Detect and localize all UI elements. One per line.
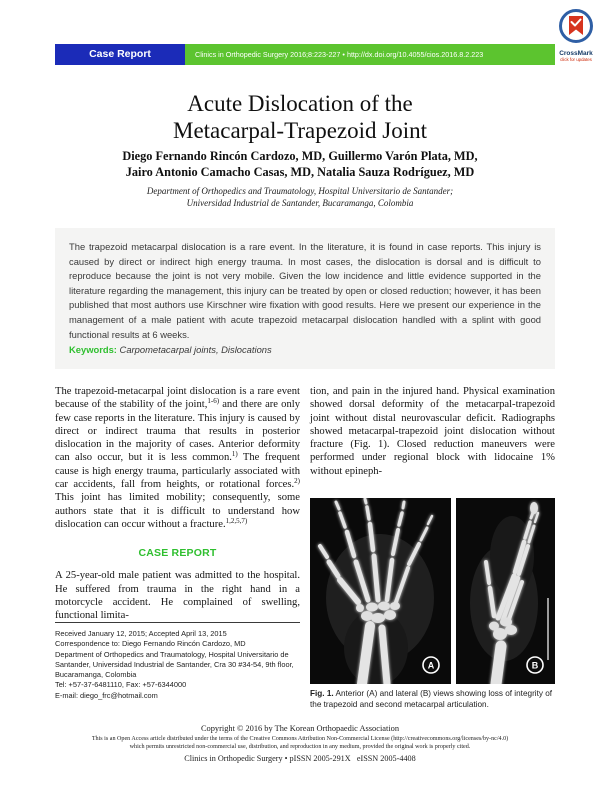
copyright-line: Copyright © 2016 by The Korean Orthopaedic Association bbox=[200, 724, 400, 733]
article-category-badge: Case Report bbox=[55, 44, 185, 65]
crossmark-icon bbox=[558, 31, 594, 48]
section-heading-case-report: CASE REPORT bbox=[138, 547, 217, 560]
figure-1-caption-label: Fig. 1. bbox=[310, 689, 334, 699]
author-line2: Jairo Antonio Camacho Casas, MD, Natalia Sauza Rodríguez, MD bbox=[125, 165, 475, 179]
abstract-text: The trapezoid metacarpal dislocation is a rare event. In the literature, it is found in case reports. This injury is caused by direct or indirect high energy trauma. In most cases, the dislocation is dorsal and is difficult to reproduce because the joint is not very mobile. Given the low incidence and little evidence supported in the literature regarding the management, this injury can be treated by open or closed reduction; however, it has been published that most authors use Kirschner wire fixation with good results. Here we present our experience in the management of a male patient with acute trapezoid metacarpal dislocation handled with a splint with good functional results at 6 weeks. bbox=[69, 241, 541, 340]
footnote-correspondence: Correspondence to: Diego Fernando Rincón Cardozo, MD bbox=[55, 639, 246, 649]
crossmark-badge[interactable] bbox=[554, 8, 598, 62]
intro-seg3: The frequent cause is high energy trauma, particularly associated with car accidents, fall from heights, or rotational forces. bbox=[55, 452, 300, 491]
intro-seg2: and there are only few case reports in the literature. This injury is caused by direct or indirect trauma that results in posterior dislocation in the majority of cases. Anterior deformity can also occur, but it is less common. bbox=[55, 399, 301, 464]
footnote-block bbox=[55, 622, 300, 701]
footnote-address: Department of Orthopedics and Traumatology, Hospital Universitario de Santander, Universidad Industrial de Santander, Cra 30 #34-54, 9th floor, Bucaramanga, Colombia bbox=[55, 649, 294, 680]
issn-line: Clinics in Orthopedic Surgery • pISSN 2005-291X eISSN 2005-4408 bbox=[184, 754, 416, 764]
footnote-tel-fax: Tel: +57-37-6481110, Fax: +57-6344000 bbox=[55, 680, 187, 690]
article-title bbox=[0, 90, 600, 144]
abstract-box bbox=[55, 228, 555, 369]
citation-ref-2: 1) bbox=[231, 450, 238, 459]
crossmark-title: CrossMark bbox=[559, 50, 593, 57]
body-column-right bbox=[310, 385, 555, 711]
footnote-email: E-mail: diego_frc@hotmail.com bbox=[55, 690, 158, 700]
author-line1: Diego Fernando Rincón Cardozo, MD, Guillermo Varón Plata, MD, bbox=[122, 149, 478, 163]
citation-ref-1: 1-6) bbox=[207, 397, 220, 406]
panel-a-label: A bbox=[427, 660, 435, 671]
affiliation bbox=[0, 185, 600, 209]
affiliation-line2: Universidad Industrial de Santander, Bucaramanga, Colombia bbox=[186, 198, 414, 208]
continuation-paragraph: tion, and pain in the injured hand. Physical examination showed dorsal deformity of the metacarpal-trapezoid joint without distal neurovascular deficit. Radiographs showed metacarpal-trapezoid joint dislocation without fracture (Fig. 1). Closed reduction maneuvers were performed under regional block with lidocaine 1% without epineph- bbox=[310, 386, 555, 477]
citation-ref-3: 2) bbox=[294, 477, 300, 486]
affiliation-line1: Department of Orthopedics and Traumatology, Hospital Universitario de Santander; bbox=[146, 186, 454, 196]
xray-anterior-view bbox=[310, 498, 451, 684]
case-report-paragraph: A 25-year-old male patient was admitted to the hospital. He suffered from trauma in the right hand in a motorcycle accident. He complained of swelling, functional limita- bbox=[55, 570, 300, 622]
body-column-left bbox=[55, 385, 300, 622]
keywords-label: Keywords: bbox=[69, 344, 117, 356]
author-list bbox=[0, 148, 600, 180]
article-title-line1: Acute Dislocation of the bbox=[187, 91, 413, 116]
article-title-line2: Metacarpal-Trapezoid Joint bbox=[173, 118, 427, 143]
license-line2: which permits unrestricted non-commercial use, distribution, and reproduction in any medium, provided the original work is properly cited. bbox=[129, 743, 471, 750]
keywords-value: Carpometacarpal joints, Dislocations bbox=[116, 344, 272, 356]
xray-lateral-view bbox=[456, 498, 555, 684]
citation-ref-4: 1,2,5,7) bbox=[225, 516, 248, 525]
intro-paragraph bbox=[55, 385, 300, 531]
figure-1-caption-text: Anterior (A) and lateral (B) views showing loss of integrity of the trapezoid and second metacarpal articulation. bbox=[310, 689, 553, 709]
figure-1 bbox=[310, 498, 555, 684]
license-line1: This is an Open Access article distributed under the terms of the Creative Commons Attribution Non-Commercial License (http://creativecommons.org/licenses/by-nc/4.0) bbox=[91, 736, 509, 742]
keywords-line bbox=[69, 343, 541, 358]
journal-citation-line: Clinics in Orthopedic Surgery 2016;8:223-227 • http://dx.doi.org/10.4055/cios.2016.8.2.223 bbox=[185, 44, 555, 65]
panel-b-label: B bbox=[531, 660, 539, 671]
article-header-bar bbox=[55, 44, 555, 65]
page-footer bbox=[0, 724, 600, 764]
intro-seg1: The trapezoid-metacarpal joint dislocation is a rare event because of the stability of the joint, bbox=[55, 386, 300, 411]
figure-1-caption bbox=[310, 689, 555, 711]
intro-seg4: This joint has limited mobility; consequently, some authors state that it is difficult to understand how dislocation can occur without a fracture. bbox=[55, 492, 300, 530]
crossmark-subtitle: click for updates bbox=[560, 57, 592, 62]
footnote-received: Received January 12, 2015; Accepted April 13, 2015 bbox=[55, 629, 227, 638]
